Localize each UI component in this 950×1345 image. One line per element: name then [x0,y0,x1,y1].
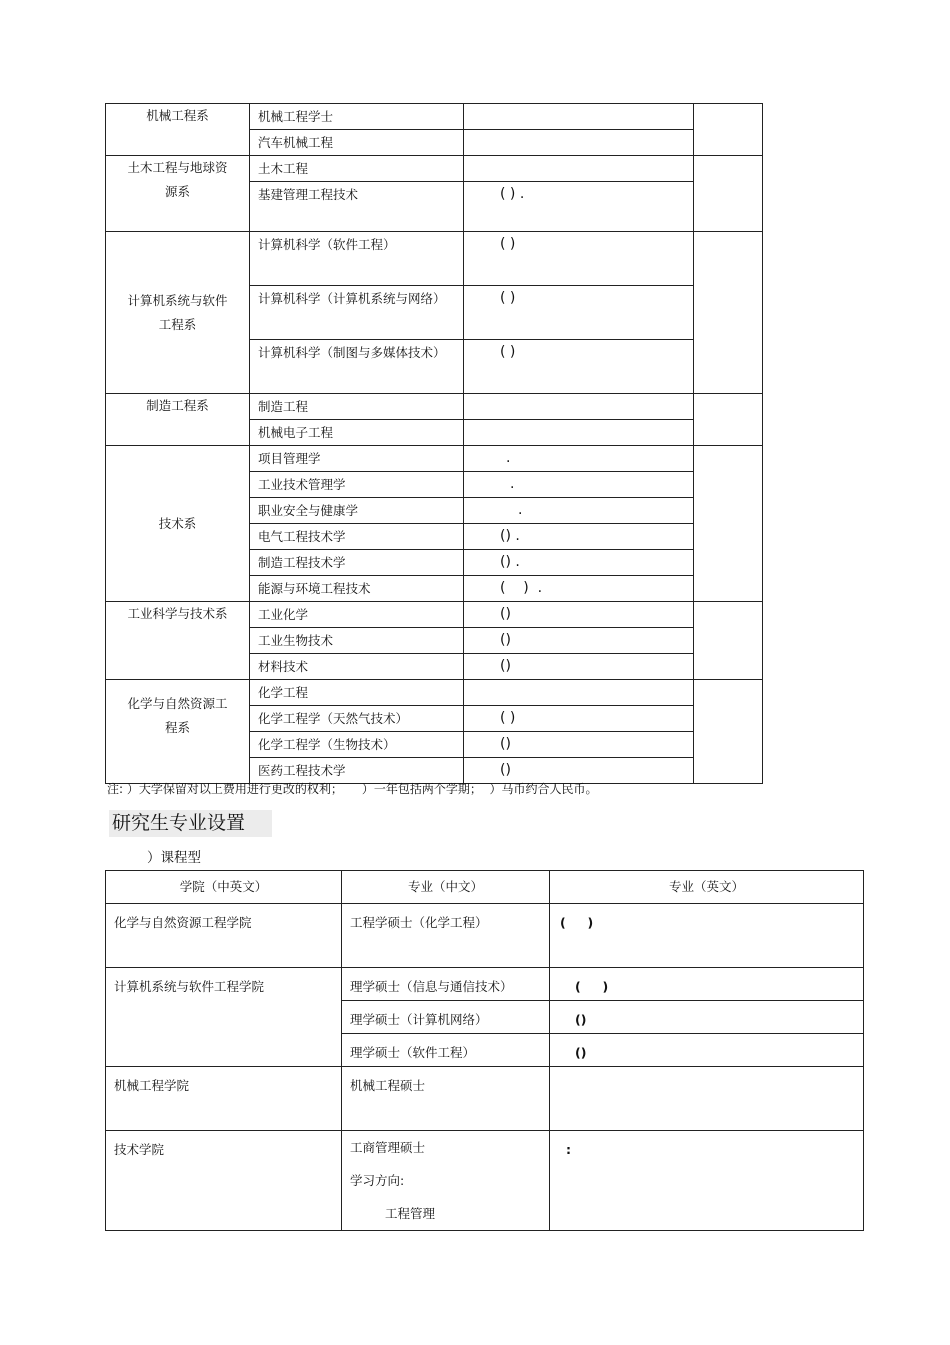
department-cell: 土木工程与地球资源系 [106,156,250,232]
fee-cell: () [464,628,694,654]
major-en-cell: : [550,1131,864,1231]
fee-cell: () [464,732,694,758]
fee-cell: ( ) . [464,576,694,602]
college-cell: 技术学院 [106,1131,342,1231]
major-cn-cell: 理学硕士（信息与通信技术） [342,968,550,1001]
major-en-cell: ( ) [550,904,864,968]
major-cell: 材料技术 [250,654,464,680]
major-cell: 工业技术管理学 [250,472,464,498]
column-header: 学院（中英文） [106,871,342,904]
column-header: 专业（中文） [342,871,550,904]
fee-cell: . [464,498,694,524]
remark-cell [694,232,763,394]
fee-cell: . [464,446,694,472]
fee-cell [464,156,694,182]
table-row [106,968,864,1001]
major-cn-cell: 机械工程硕士 [342,1067,550,1131]
major-cell: 计算机科学（软件工程） [250,232,464,286]
college-cell: 计算机系统与软件工程学院 [106,968,342,1067]
major-cell: 计算机科学（制图与多媒体技术） [250,340,464,394]
fee-cell: ( ) [464,286,694,340]
department-cell: 化学与自然资源工程系 [106,680,250,784]
major-en-cell: () [550,1001,864,1034]
table-row [106,680,763,706]
table-row [106,904,864,968]
remark-cell [694,446,763,602]
fee-cell: () [464,602,694,628]
table-row [106,602,763,628]
major-cell: 电气工程技术学 [250,524,464,550]
major-cell: 化学工程 [250,680,464,706]
table-header-row [106,871,864,904]
major-cell: 基建管理工程技术 [250,182,464,232]
remark-cell [694,104,763,156]
fee-cell: ( ) [464,340,694,394]
major-cn-cell: 理学硕士（软件工程） [342,1034,550,1067]
remark-cell [694,680,763,784]
fee-cell [464,680,694,706]
fee-cell: . [464,472,694,498]
remark-cell [694,156,763,232]
fee-cell: ( ) [464,706,694,732]
major-cell: 化学工程学（天然气技术） [250,706,464,732]
fee-cell: ( ) [464,232,694,286]
column-header: 专业（英文） [550,871,864,904]
fee-cell: () [464,758,694,784]
graduate-program-table [105,870,864,1231]
fee-cell: () [464,654,694,680]
college-cell: 机械工程学院 [106,1067,342,1131]
major-cell: 项目管理学 [250,446,464,472]
department-cell: 计算机系统与软件工程系 [106,232,250,394]
department-cell: 工业科学与技术系 [106,602,250,680]
major-cn-cell: 工程学硕士（化学工程） [342,904,550,968]
major-cn-cell [342,1131,550,1231]
major-cell: 职业安全与健康学 [250,498,464,524]
fee-note: 注: ）大学保留对以上费用进行更改的权利； ）一年包括两个学期； ）马币约合人民币。 [107,782,598,796]
major-en-cell: ( ) [550,968,864,1001]
department-cell: 机械工程系 [106,104,250,156]
undergraduate-fee-table [105,103,763,784]
major-cell: 机械工程学士 [250,104,464,130]
table-row [106,156,763,182]
major-cell: 化学工程学（生物技术） [250,732,464,758]
table-row [106,104,763,130]
major-cell: 能源与环境工程技术 [250,576,464,602]
table-row [106,446,763,472]
fee-cell: () . [464,524,694,550]
table-row [106,394,763,420]
major-cell: 制造工程技术学 [250,550,464,576]
table-row [106,232,763,286]
major-cn-line: 学习方向: [350,1173,405,1188]
major-cn-line: 工商管理硕士 [350,1140,426,1155]
remark-cell [694,394,763,446]
table-row [106,1067,864,1131]
major-cell: 汽车机械工程 [250,130,464,156]
fee-cell: ( ) . [464,182,694,232]
sub-title: ）课程型 [147,850,201,866]
fee-cell [464,394,694,420]
major-en-cell [550,1067,864,1131]
fee-cell: () . [464,550,694,576]
remark-cell [694,602,763,680]
major-cell: 制造工程 [250,394,464,420]
major-cell: 机械电子工程 [250,420,464,446]
table-row [106,1131,864,1231]
section-title: 研究生专业设置 [109,810,272,837]
major-cell: 医药工程技术学 [250,758,464,784]
department-cell: 技术系 [106,446,250,602]
major-cell: 计算机科学（计算机系统与网络） [250,286,464,340]
major-cell: 工业生物技术 [250,628,464,654]
fee-cell [464,104,694,130]
major-cell: 工业化学 [250,602,464,628]
fee-cell [464,130,694,156]
major-cn-line: 工程管理 [385,1206,436,1221]
department-cell: 制造工程系 [106,394,250,446]
major-cn-cell: 理学硕士（计算机网络） [342,1001,550,1034]
fee-cell [464,420,694,446]
major-cell: 土木工程 [250,156,464,182]
college-cell: 化学与自然资源工程学院 [106,904,342,968]
major-en-cell: () [550,1034,864,1067]
